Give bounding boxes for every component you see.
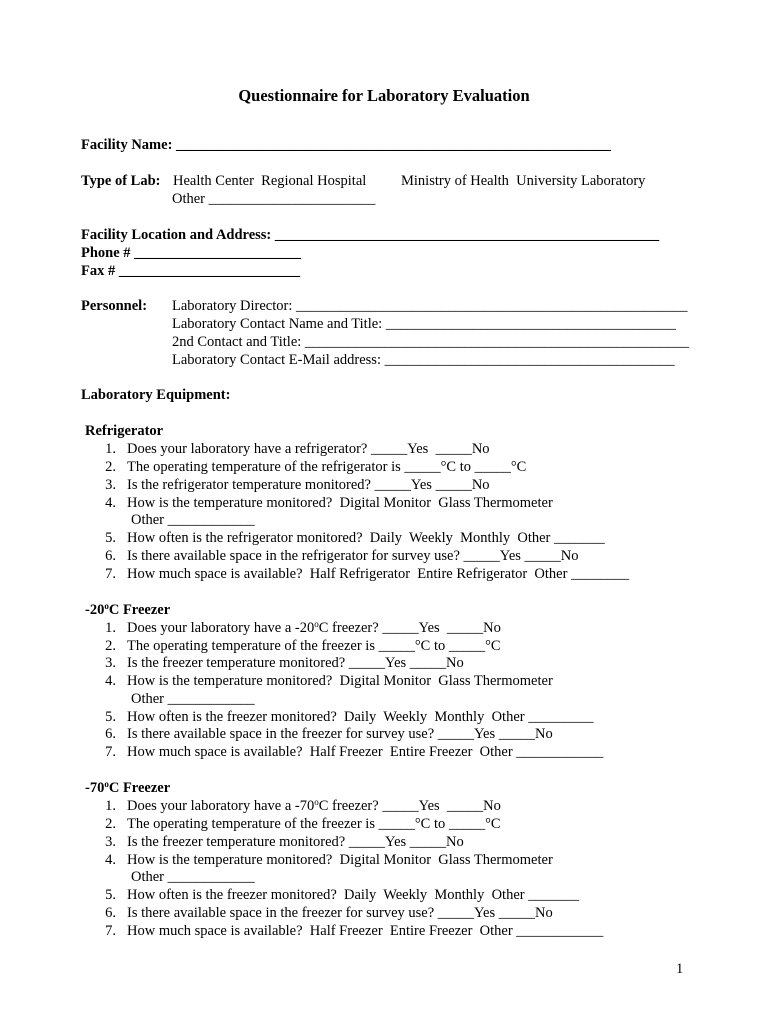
degree-superscript: o — [104, 601, 109, 611]
list-number: 3. — [105, 655, 116, 671]
list-item: Is the freezer temperature monitored? _____Yes _____No — [127, 655, 464, 671]
item-text: Does your laboratory have a -20 — [127, 620, 315, 636]
list-number: 5. — [105, 887, 116, 903]
heading-text: C Freezer — [108, 602, 171, 618]
list-item: How is the temperature monitored? Digital Monitor Glass Thermometer — [127, 852, 553, 868]
list-item: How much space is available? Half Refrigerator Entire Refrigerator Other ________ — [127, 566, 630, 582]
list-number: 3. — [105, 834, 116, 850]
list-number: 7. — [105, 923, 116, 939]
list-item: Is the freezer temperature monitored? _____Yes _____No — [127, 834, 464, 850]
degree-superscript: o — [314, 619, 319, 629]
page-title: Questionnaire for Laboratory Evaluation — [238, 86, 530, 105]
list-number: 4. — [105, 495, 116, 511]
list-number: 4. — [105, 673, 116, 689]
equipment-heading: Laboratory Equipment: — [81, 387, 231, 403]
list-number: 6. — [105, 726, 116, 742]
list-item: How is the temperature monitored? Digital Monitor Glass Thermometer — [127, 673, 553, 689]
list-item-continuation: Other ____________ — [131, 512, 255, 528]
type-of-lab-label: Type of Lab: — [81, 173, 161, 189]
list-number: 6. — [105, 905, 116, 921]
list-number: 3. — [105, 477, 116, 493]
degree-superscript: o — [104, 779, 109, 789]
degree-superscript: o — [314, 797, 319, 807]
laboratory-director-field: Laboratory Director: ______________________________________________________ — [172, 298, 688, 314]
list-number: 7. — [105, 566, 116, 582]
facility-location-field: Facility Location and Address: _____________________________________________________ — [81, 227, 660, 243]
list-item: How is the temperature monitored? Digital Monitor Glass Thermometer — [127, 495, 553, 511]
list-item: How much space is available? Half Freezer Entire Freezer Other ____________ — [127, 744, 604, 760]
facility-name-field: Facility Name: ____________________________________________________________ — [81, 137, 612, 153]
list-number: 6. — [105, 548, 116, 564]
list-number: 1. — [105, 620, 116, 636]
type-of-lab-options: Health Center Regional Hospital — [173, 173, 367, 189]
list-item-continuation: Other ____________ — [131, 869, 255, 885]
list-item: How much space is available? Half Freezer Entire Freezer Other ____________ — [127, 923, 604, 939]
freezer-70-heading — [85, 779, 170, 797]
list-number: 5. — [105, 709, 116, 725]
item-text: C freezer? _____Yes _____No — [318, 798, 501, 814]
list-item: Is there available space in the freezer for survey use? _____Yes _____No — [127, 726, 553, 742]
list-item: How often is the refrigerator monitored? Daily Weekly Monthly Other _______ — [127, 530, 605, 546]
item-text: Does your laboratory have a -70 — [127, 798, 315, 814]
heading-text: -20 — [85, 602, 105, 618]
list-item: Does your laboratory have a refrigerator? _____Yes _____No — [127, 441, 490, 457]
list-number: 7. — [105, 744, 116, 760]
list-number: 2. — [105, 459, 116, 475]
list-item — [127, 619, 501, 637]
list-item: Is there available space in the freezer for survey use? _____Yes _____No — [127, 905, 553, 921]
type-of-lab-other: Other _______________________ — [172, 191, 376, 207]
heading-text: C Freezer — [108, 780, 171, 796]
freezer-20-heading — [85, 601, 170, 619]
item-text: C freezer? _____Yes _____No — [318, 620, 501, 636]
heading-text: -70 — [85, 780, 105, 796]
laboratory-contact-field: Laboratory Contact Name and Title: ________________________________________ — [172, 316, 676, 332]
type-of-lab-options-2: Ministry of Health University Laboratory — [401, 173, 646, 189]
list-item: The operating temperature of the refrigerator is _____°C to _____°C — [127, 459, 527, 475]
contact-email-field: Laboratory Contact E-Mail address: ________________________________________ — [172, 352, 675, 368]
list-number: 1. — [105, 441, 116, 457]
list-number: 2. — [105, 638, 116, 654]
fax-field: Fax # _________________________ — [81, 263, 301, 279]
list-item: How often is the freezer monitored? Daily Weekly Monthly Other _______ — [127, 887, 579, 903]
refrigerator-heading: Refrigerator — [85, 423, 164, 439]
list-item: Is there available space in the refrigerator for survey use? _____Yes _____No — [127, 548, 579, 564]
second-contact-field: 2nd Contact and Title: _____________________________________________________ — [172, 334, 690, 350]
list-item: The operating temperature of the freezer is _____°C to _____°C — [127, 816, 501, 832]
list-item — [127, 797, 501, 815]
list-item-continuation: Other ____________ — [131, 691, 255, 707]
list-item: How often is the freezer monitored? Daily Weekly Monthly Other _________ — [127, 709, 594, 725]
list-item: The operating temperature of the freezer is _____°C to _____°C — [127, 638, 501, 654]
personnel-label: Personnel: — [81, 298, 148, 314]
list-number: 5. — [105, 530, 116, 546]
list-number: 1. — [105, 798, 116, 814]
list-item: Is the refrigerator temperature monitored? _____Yes _____No — [127, 477, 490, 493]
list-number: 4. — [105, 852, 116, 868]
phone-field: Phone # _______________________ — [81, 245, 301, 261]
list-number: 2. — [105, 816, 116, 832]
page-number: 1 — [676, 961, 684, 977]
